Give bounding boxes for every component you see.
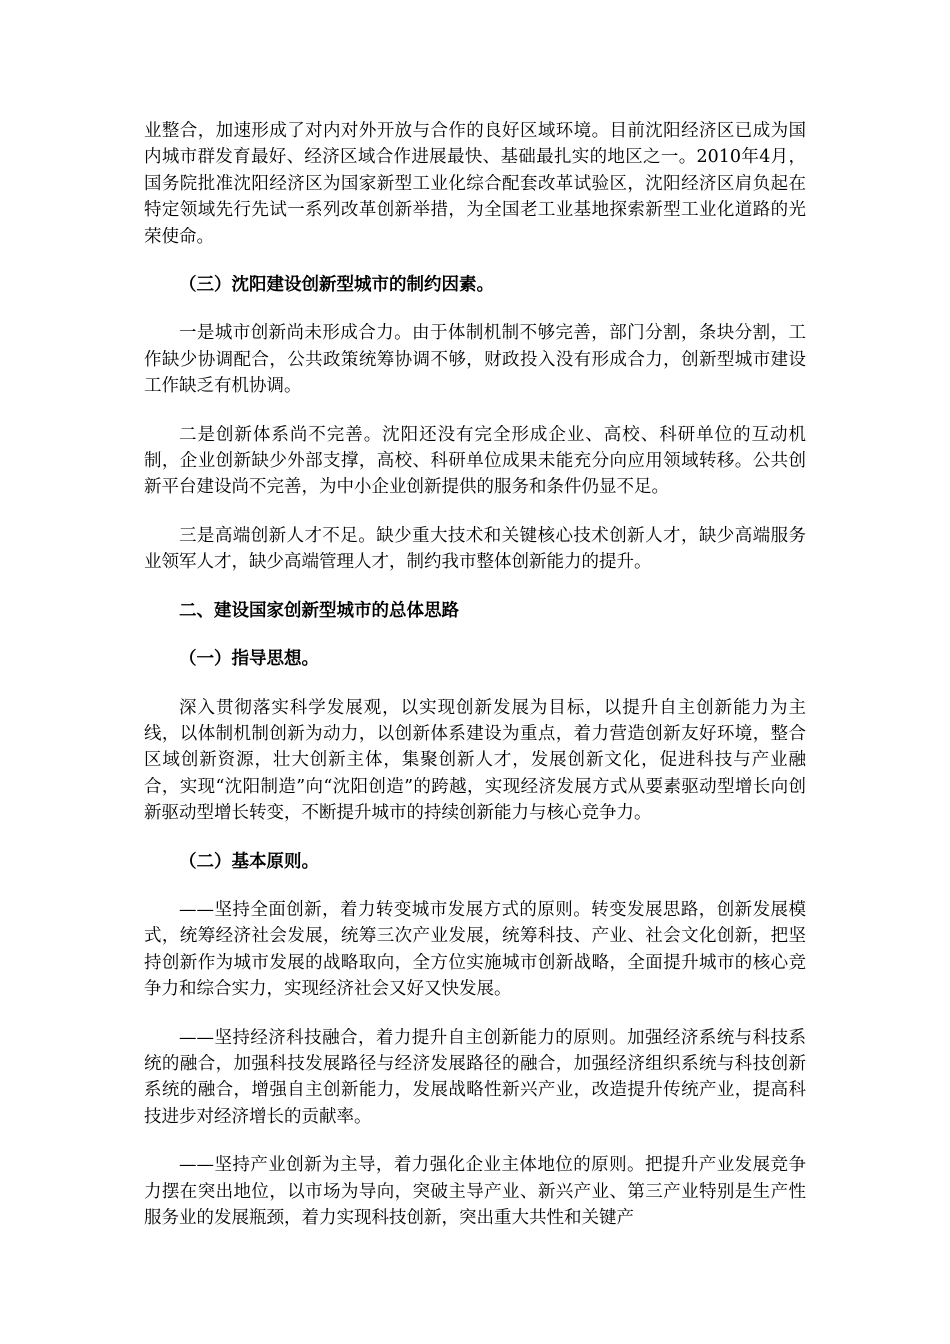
paragraph-constraint-2: 二是创新体系尚不完善。沈阳还没有完全形成企业、高校、科研单位的互动机制，企业创新缺少外部支撑，高校、科研单位成果未能充分向应用领域转移。公共创新平台建设尚不完善，为中小企业创新提供的服务和条件仍显不足。 [144,424,806,498]
paragraph-principle-2: ——坚持经济科技融合，着力提升自主创新能力的原则。加强经济系统与科技系统的融合，加强科技发展路径与经济发展路径的融合，加强经济组织系统与科技创新系统的融合，增强自主创新能力，发展战略性新兴产业，改造提升传统产业，提高科技进步对经济增长的贡献率。 [144,1027,806,1127]
paragraph-guiding-ideology: 深入贯彻落实科学发展观，以实现创新发展为目标，以提升自主创新能力为主线，以体制机制创新为动力，以创新体系建设为重点，着力营造创新友好环境，整合区域创新资源，壮大创新主体，集聚创新人才，发展创新文化，促进科技与产业融合，实现“沈阳制造”向“沈阳创造”的跨越，实现经济发展方式从要素驱动型增长向创新驱动型增长转变，不断提升城市的持续创新能力与核心竞争力。 [144,697,806,824]
document-page [144,118,806,1231]
paragraph-constraint-1: 一是城市创新尚未形成合力。由于体制机制不够完善，部门分割，条块分割，工作缺少协调配合，公共政策统筹协调不够，财政投入没有形成合力，创新型城市建设工作缺乏有机协调。 [144,323,806,397]
paragraph-economic-zone: 业整合，加速形成了对内对外开放与合作的良好区域环境。目前沈阳经济区已成为国内城市群发育最好、经济区域合作进展最快、基础最扎实的地区之一。2010年4月，国务院批准沈阳经济区为国家新型工业化综合配套改革试验区，沈阳经济区肩负起在特定领域先行先试一系列改革创新举措，为全国老工业基地探索新型工业化道路的光荣使命。 [144,121,806,247]
paragraph-constraint-3: 三是高端创新人才不足。缺少重大技术和关键核心技术创新人才，缺少高端服务业领军人才，缺少高端管理人才，制约我市整体创新能力的提升。 [144,525,806,573]
paragraph-principle-3: ——坚持产业创新为主导，着力强化企业主体地位的原则。把提升产业发展竞争力摆在突出地位，以市场为导向，突破主导产业、新兴产业、第三产业特别是生产性服务业的发展瓶颈，着力实现科技创新，突出重大共性和关键产 [144,1155,806,1228]
section-heading-basic-principles: （二）基本原则。 [179,851,319,872]
section-heading-guiding-ideology: （一）指导思想。 [179,649,319,670]
chapter-heading-overall-approach: 二、建设国家创新型城市的总体思路 [179,600,459,621]
paragraph-principle-1: ——坚持全面创新，着力转变城市发展方式的原则。转变发展思路，创新发展模式，统筹经济社会发展，统筹三次产业发展，统筹科技、产业、社会文化创新，把坚持创新作为城市发展的战略取向，全方位实施城市创新战略，全面提升城市的核心竞争力和综合实力，实现经济社会又好又快发展。 [144,899,806,1000]
section-heading-constraints: （三）沈阳建设创新型城市的制约因素。 [179,275,494,296]
